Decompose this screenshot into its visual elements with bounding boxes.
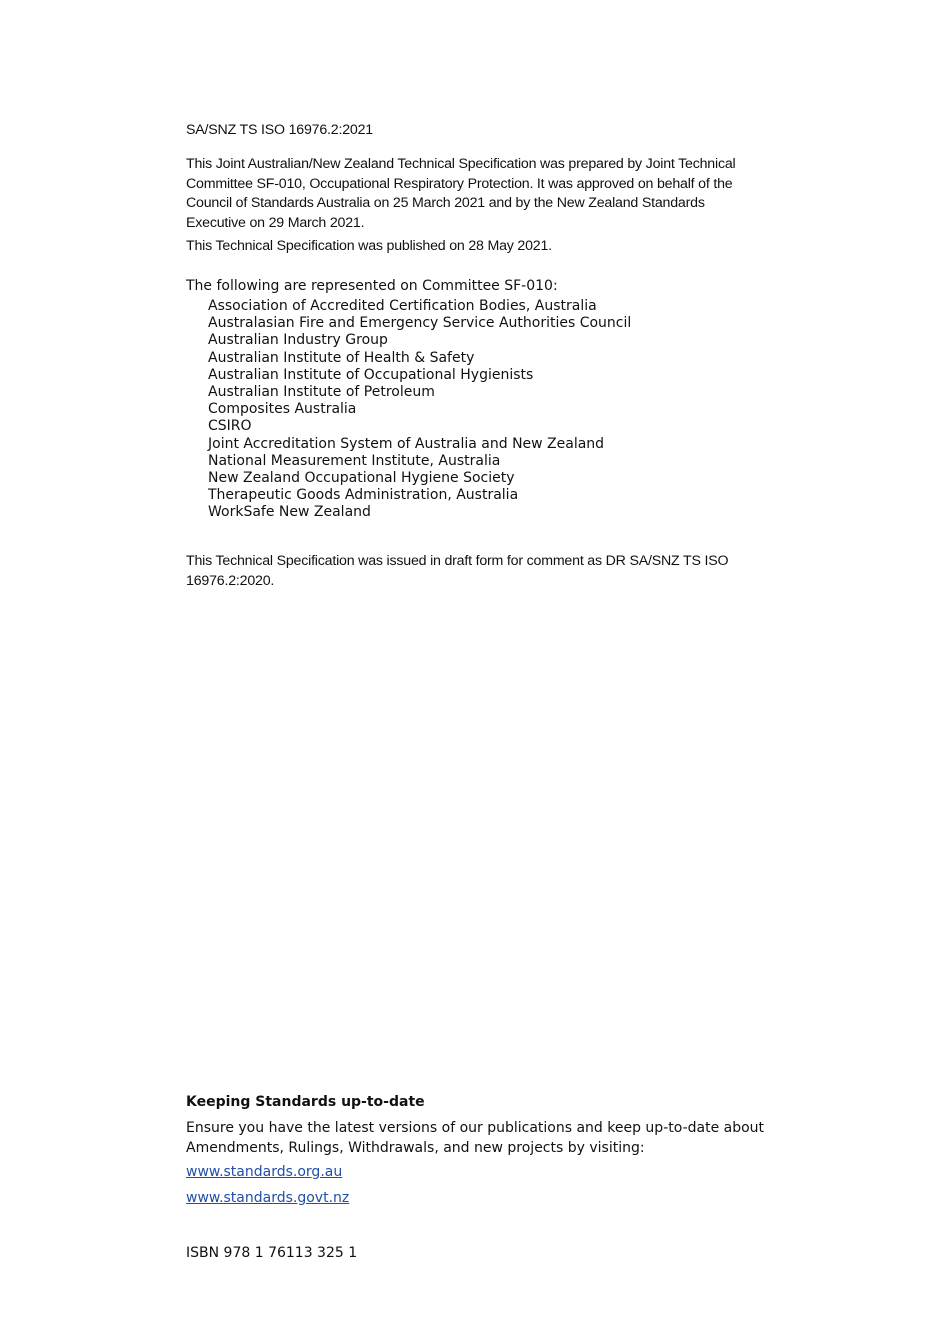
list-item: National Measurement Institute, Australia: [208, 452, 501, 469]
document-designation: SA/SNZ TS ISO 16976.2:2021: [186, 122, 373, 138]
list-item: CSIRO: [208, 418, 252, 435]
standards-australia-link[interactable]: www.standards.org.au: [186, 1164, 343, 1180]
list-item: Australian Institute of Petroleum: [208, 383, 435, 400]
list-item: Therapeutic Goods Administration, Australia: [208, 487, 519, 504]
preparation-statement: This Joint Australian/New Zealand Technical Specification was prepared by Joint Technical Committee SF-010, Occupational Respiratory Protection. It was approved on behalf of the Council of Standards Australia on 25 March 2021 and by the New Zealand Standards Executive on 29 March 2021.: [186, 156, 736, 231]
committee-representation-intro: The following are represented on Committee SF-010:: [186, 278, 558, 294]
draft-comment-note: This Technical Specification was issued in draft form for comment as DR SA/SNZ TS ISO 16976.2:2020.: [186, 553, 729, 589]
keeping-standards-text: Ensure you have the latest versions of our publications and keep up-to-date about Amendments, Rulings, Withdrawals, and new projects by visiting:: [186, 1120, 765, 1156]
list-item: Australian Institute of Occupational Hygienists: [208, 366, 534, 383]
isbn-number: ISBN 978 1 76113 325 1: [186, 1245, 358, 1261]
list-item: Joint Accreditation System of Australia and New Zealand: [208, 435, 605, 452]
list-item: WorkSafe New Zealand: [208, 504, 371, 521]
list-item: Australian Institute of Health & Safety: [208, 349, 475, 366]
standards-new-zealand-link[interactable]: www.standards.govt.nz: [186, 1190, 350, 1206]
publication-date-statement: This Technical Specification was published on 28 May 2021.: [186, 238, 552, 254]
list-item: Association of Accredited Certification Bodies, Australia: [208, 298, 597, 314]
keeping-standards-heading: Keeping Standards up-to-date: [186, 1094, 425, 1110]
list-item: Australasian Fire and Emergency Service Authorities Council: [208, 315, 632, 332]
committee-member-list: [208, 298, 631, 521]
list-item: Australian Industry Group: [208, 332, 388, 349]
list-item: Composites Australia: [208, 401, 357, 418]
list-item: New Zealand Occupational Hygiene Society: [208, 469, 515, 486]
